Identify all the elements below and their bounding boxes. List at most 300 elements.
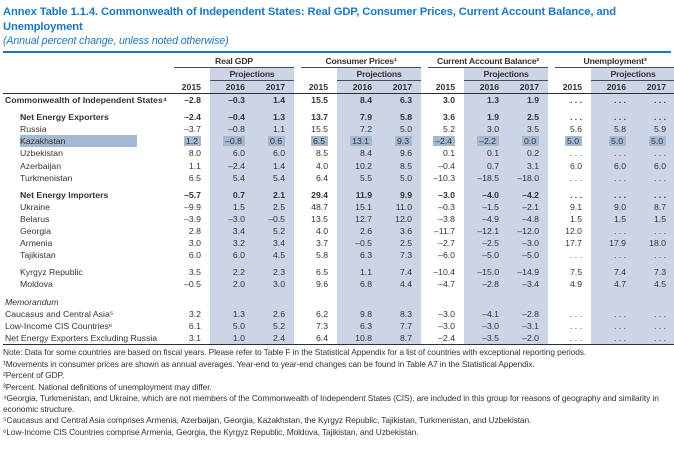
value-cell: –11.7	[433, 226, 456, 237]
footnotes	[3, 344, 674, 438]
value-cell	[555, 135, 591, 147]
value-cell: 5.8	[315, 250, 329, 261]
year-header-row	[3, 81, 674, 94]
value-cell: 1.9	[464, 111, 508, 123]
value-cell: 2.3	[254, 266, 294, 278]
year-header: 2017	[254, 81, 294, 94]
value-cell: 18.0	[635, 237, 674, 249]
value-cell: –0.3	[210, 94, 254, 107]
value-cell: 8.4	[337, 94, 381, 107]
value-cell: –5.0	[464, 249, 508, 261]
value-cell: . . .	[591, 172, 635, 184]
highlighted-value: –2.4	[433, 136, 455, 146]
value-cell: 0.2	[508, 147, 548, 159]
value-cell: 5.8	[591, 123, 635, 135]
corner-cell	[3, 67, 174, 80]
value-cell: . . .	[635, 308, 674, 320]
value-cell: 3.5	[188, 267, 201, 278]
value-cell: . . .	[591, 332, 635, 344]
group-spacer	[548, 135, 555, 147]
value-cell	[635, 296, 674, 308]
group-spacer	[548, 81, 555, 94]
value-cell: 0.1	[442, 148, 456, 159]
value-cell: 7.4	[591, 266, 635, 278]
group-spacer	[548, 249, 555, 261]
value-cell	[381, 296, 421, 308]
highlighted-row-label: Kazakhstan	[20, 135, 137, 147]
value-cell: . . .	[635, 332, 674, 344]
value-cell: 12.0	[381, 213, 421, 225]
group-spacer	[294, 123, 301, 135]
value-cell: –0.4	[210, 111, 254, 123]
value-cell: –3.7	[184, 124, 201, 135]
group-spacer	[548, 111, 555, 123]
row-label: Ukraine	[20, 201, 50, 212]
value-cell: –3.8	[438, 213, 456, 224]
value-cell: –10.4	[433, 267, 456, 278]
group-spacer	[294, 55, 301, 68]
value-cell: 1.4	[254, 160, 294, 172]
corner-cell	[3, 55, 174, 68]
value-cell: 3.0	[464, 123, 508, 135]
value-cell: 1.5	[635, 213, 674, 225]
group-spacer	[294, 81, 301, 94]
value-cell: 3.1	[188, 332, 201, 343]
value-cell: 4.5	[254, 249, 294, 261]
value-cell: –4.8	[508, 213, 548, 225]
group-spacer	[294, 172, 301, 184]
value-cell: 6.8	[337, 278, 381, 290]
value-cell: 5.2	[442, 124, 456, 135]
value-cell	[464, 135, 508, 147]
value-cell: 6.4	[315, 332, 329, 343]
value-cell: –3.9	[184, 213, 201, 224]
value-cell: –12.0	[508, 225, 548, 237]
row-label: Moldova	[20, 279, 53, 290]
value-cell: 5.4	[210, 172, 254, 184]
value-cell: 1.5	[569, 213, 583, 224]
year-header: 2016	[591, 81, 635, 94]
value-cell: 1.3	[254, 111, 294, 123]
value-cell: 3.2	[210, 237, 254, 249]
table-row	[3, 135, 674, 147]
value-cell	[254, 296, 294, 308]
value-cell: –0.3	[438, 201, 456, 212]
corner-cell	[3, 81, 174, 94]
value-cell: 3.6	[442, 112, 456, 123]
value-cell: 12.0	[565, 226, 583, 237]
highlighted-value: 13.1	[350, 136, 372, 146]
value-cell: 1.5	[210, 201, 254, 213]
cis-table	[3, 55, 674, 344]
footnote-1: ¹Movements in consumer prices are shown as annual averages. Year-end to year-end changes can be found in Table A7 in the Statistical Appendix.	[3, 358, 535, 369]
group-spacer	[294, 111, 301, 123]
table-row	[3, 213, 674, 225]
table-row	[3, 123, 674, 135]
value-cell: –3.4	[508, 278, 548, 290]
footnote-2: ²Percent of GDP.	[3, 370, 65, 381]
table-row	[3, 147, 674, 159]
value-cell: –18.0	[508, 172, 548, 184]
group-spacer	[294, 296, 301, 308]
value-cell: 1.1	[254, 123, 294, 135]
value-cell: 5.5	[337, 172, 381, 184]
group-spacer	[548, 123, 555, 135]
row-label: Memorandum	[5, 296, 59, 307]
year-header: 2017	[508, 81, 548, 94]
value-cell: –2.7	[438, 238, 456, 249]
group-spacer	[294, 201, 301, 213]
value-cell: 8.7	[381, 332, 421, 344]
group-spacer	[548, 172, 555, 184]
value-cell: 6.0	[210, 147, 254, 159]
group-spacer	[548, 94, 555, 107]
column-group-header: Unemployment³	[555, 55, 674, 68]
group-spacer	[548, 320, 555, 332]
value-cell: . . .	[569, 189, 583, 200]
group-spacer	[421, 172, 428, 184]
year-header: 2015	[174, 81, 210, 94]
value-cell: . . .	[569, 320, 583, 331]
value-cell: 9.6	[315, 279, 329, 290]
table-row	[3, 225, 674, 237]
table-row	[3, 237, 674, 249]
group-spacer	[421, 213, 428, 225]
value-cell: 4.0	[315, 160, 329, 171]
value-cell: 6.0	[635, 160, 674, 172]
value-cell: 7.3	[635, 266, 674, 278]
footnote-6: ⁶Low-Income CIS Countries comprise Armenia, Georgia, the Kyrgyz Republic, Moldova, Tajikistan, and Uzbekistan.	[3, 426, 419, 437]
group-spacer	[548, 189, 555, 201]
value-cell: . . .	[635, 111, 674, 123]
value-cell: 6.5	[188, 172, 201, 183]
value-cell: –3.0	[438, 308, 456, 319]
value-cell	[428, 135, 464, 147]
row-label: Kyrgyz Republic	[20, 267, 83, 278]
year-header: 2015	[555, 81, 591, 94]
value-cell: 2.0	[210, 278, 254, 290]
value-cell: 1.5	[591, 213, 635, 225]
footnote-note: Note: Data for some countries are based on fiscal years. Please refer to Table F in the Statistical Appendix for a list of countries with exceptional reporting periods.	[3, 347, 587, 358]
value-cell: . . .	[635, 147, 674, 159]
group-spacer	[548, 160, 555, 172]
value-cell: . . .	[569, 308, 583, 319]
value-cell: . . .	[591, 225, 635, 237]
group-spacer	[421, 67, 428, 80]
value-cell: –2.8	[508, 308, 548, 320]
row-label: Turkmenistan	[20, 172, 73, 183]
value-cell: –2.0	[508, 332, 548, 344]
value-cell: 9.6	[381, 147, 421, 159]
value-cell: 15.5	[311, 95, 329, 106]
value-cell: 1.4	[254, 94, 294, 107]
value-cell: 0.1	[464, 147, 508, 159]
group-spacer	[421, 201, 428, 213]
value-cell: 5.0	[381, 172, 421, 184]
value-cell: 8.4	[337, 147, 381, 159]
value-cell: 5.0	[381, 123, 421, 135]
value-cell: 9.9	[381, 189, 421, 201]
value-cell: 2.6	[254, 308, 294, 320]
value-cell: –2.8	[184, 95, 201, 106]
group-spacer	[294, 189, 301, 201]
value-cell: –2.5	[464, 237, 508, 249]
value-cell: 2.2	[210, 266, 254, 278]
value-cell: 3.2	[188, 308, 201, 319]
value-cell	[254, 135, 294, 147]
value-cell: 6.5	[315, 267, 329, 278]
group-spacer	[421, 249, 428, 261]
value-cell: . . .	[591, 94, 635, 107]
value-cell: 9.1	[569, 201, 583, 212]
page-title: Annex Table 1.1.4. Commonwealth of Independent States: Real GDP, Consumer Prices, Current Account Balance, and Unemployment	[3, 6, 616, 33]
value-cell: –2.1	[508, 201, 548, 213]
group-spacer	[421, 81, 428, 94]
value-cell: 6.0	[188, 250, 201, 261]
value-cell: –0.5	[184, 279, 201, 290]
value-cell: –10.3	[433, 172, 456, 183]
group-spacer	[421, 296, 428, 308]
value-cell: 17.9	[591, 237, 635, 249]
value-cell: 3.0	[254, 278, 294, 290]
table-row	[3, 296, 674, 308]
value-cell: –2.4	[438, 332, 456, 343]
value-cell: 5.2	[254, 320, 294, 332]
value-cell: 10.2	[337, 160, 381, 172]
highlighted-value: –2.2	[477, 136, 499, 146]
value-cell: 2.8	[188, 226, 201, 237]
table-row	[3, 189, 674, 201]
year-header: 2016	[337, 81, 381, 94]
group-spacer	[548, 201, 555, 213]
value-cell: . . .	[591, 111, 635, 123]
value-cell: 8.5	[381, 160, 421, 172]
value-cell: 2.5	[508, 111, 548, 123]
group-spacer	[421, 332, 428, 344]
value-cell: 15.5	[311, 124, 329, 135]
table-row	[3, 308, 674, 320]
group-spacer	[548, 308, 555, 320]
value-cell: 48.7	[311, 201, 329, 212]
row-label: Tajikistan	[20, 250, 56, 261]
value-cell: 2.4	[254, 332, 294, 344]
highlighted-value: 6.5	[311, 136, 328, 146]
value-cell: 7.5	[569, 267, 583, 278]
year-header: 2015	[428, 81, 464, 94]
value-cell: –3.0	[438, 320, 456, 331]
value-cell: 0.7	[210, 189, 254, 201]
value-cell: 4.9	[569, 279, 583, 290]
table-row	[3, 249, 674, 261]
year-header: 2016	[464, 81, 508, 94]
value-cell: 6.3	[337, 249, 381, 261]
value-cell: –2.8	[464, 278, 508, 290]
group-spacer	[421, 320, 428, 332]
value-cell: –12.1	[464, 225, 508, 237]
value-cell: 4.4	[381, 278, 421, 290]
value-cell: 7.7	[381, 320, 421, 332]
group-spacer	[548, 147, 555, 159]
value-cell: –3.5	[464, 332, 508, 344]
group-spacer	[294, 266, 301, 278]
group-header-row	[3, 55, 674, 68]
value-cell: 6.0	[210, 249, 254, 261]
group-spacer	[548, 266, 555, 278]
value-cell: 7.9	[337, 111, 381, 123]
row-label: Caucasus and Central Asia⁵	[5, 308, 114, 319]
value-cell: 5.4	[254, 172, 294, 184]
value-cell: . . .	[569, 250, 583, 261]
value-cell: . . .	[569, 332, 583, 343]
value-cell: –0.5	[337, 237, 381, 249]
value-cell: 7.4	[381, 266, 421, 278]
value-cell	[174, 296, 210, 308]
value-cell: –18.5	[464, 172, 508, 184]
value-cell: 4.0	[315, 226, 329, 237]
group-spacer	[548, 278, 555, 290]
value-cell: 5.2	[254, 225, 294, 237]
value-cell	[337, 296, 381, 308]
row-label	[3, 135, 174, 147]
table-row	[3, 266, 674, 278]
value-cell: 5.9	[635, 123, 674, 135]
value-cell	[508, 296, 548, 308]
value-cell: 6.0	[591, 160, 635, 172]
value-cell: . . .	[569, 112, 583, 123]
group-spacer	[548, 67, 555, 80]
value-cell: –4.0	[464, 189, 508, 201]
value-cell: 13.7	[311, 112, 329, 123]
value-cell: 8.3	[381, 308, 421, 320]
value-cell: –14.9	[508, 266, 548, 278]
value-cell: 7.3	[315, 320, 329, 331]
value-cell: 4.5	[635, 278, 674, 290]
group-spacer	[548, 225, 555, 237]
group-spacer	[421, 135, 428, 147]
value-cell: 17.7	[565, 238, 583, 249]
row-label: Russia	[20, 124, 47, 135]
year-header: 2017	[635, 81, 674, 94]
value-cell: –5.7	[184, 189, 201, 200]
value-cell: . . .	[635, 189, 674, 201]
column-group-header: Current Account Balance²	[428, 55, 548, 68]
row-label: Belarus	[20, 213, 50, 224]
value-cell	[210, 296, 254, 308]
value-cell: . . .	[635, 320, 674, 332]
highlighted-value: 5.0	[609, 136, 626, 146]
value-cell: –9.9	[184, 201, 201, 212]
value-cell: 3.0	[188, 238, 201, 249]
value-cell: 4.7	[591, 278, 635, 290]
value-cell: 3.4	[210, 225, 254, 237]
value-cell: 3.0	[442, 95, 456, 106]
value-cell: 6.1	[188, 320, 201, 331]
row-label: Net Energy Importers	[20, 189, 109, 200]
value-cell: –15.0	[464, 266, 508, 278]
value-cell	[591, 135, 635, 147]
highlighted-value: 5.0	[649, 136, 666, 146]
row-label: Uzbekistan	[20, 148, 63, 159]
table-row	[3, 172, 674, 184]
group-spacer	[294, 278, 301, 290]
year-first-blank	[301, 67, 337, 80]
group-spacer	[421, 94, 428, 107]
projections-header-row	[3, 67, 674, 80]
table-row	[3, 111, 674, 123]
row-label: Armenia	[20, 238, 53, 249]
value-cell: 7.3	[381, 249, 421, 261]
value-cell: 6.3	[337, 320, 381, 332]
group-spacer	[294, 147, 301, 159]
table-row	[3, 160, 674, 172]
value-cell: . . .	[569, 172, 583, 183]
value-cell: . . .	[569, 95, 583, 106]
value-cell: 2.6	[337, 225, 381, 237]
value-cell: 15.1	[337, 201, 381, 213]
value-cell: –6.0	[438, 250, 456, 261]
value-cell: 12.7	[337, 213, 381, 225]
value-cell: . . .	[591, 147, 635, 159]
group-spacer	[294, 225, 301, 237]
value-cell	[555, 296, 591, 308]
value-cell: –4.2	[508, 189, 548, 201]
group-spacer	[421, 147, 428, 159]
row-label: Net Energy Exporters Excluding Russia	[5, 332, 158, 343]
value-cell: 0.7	[464, 160, 508, 172]
row-label: Azerbaijan	[20, 160, 62, 171]
value-cell: –3.0	[508, 237, 548, 249]
group-spacer	[421, 237, 428, 249]
value-cell: 6.3	[381, 94, 421, 107]
value-cell: 8.0	[188, 148, 201, 159]
column-group-header: Consumer Prices¹	[301, 55, 421, 68]
group-spacer	[421, 225, 428, 237]
value-cell: –3.0	[210, 213, 254, 225]
value-cell: 6.2	[315, 308, 329, 319]
year-first-blank	[174, 67, 210, 80]
projections-header: Projections	[464, 67, 548, 80]
value-cell: 2.5	[254, 201, 294, 213]
group-spacer	[294, 237, 301, 249]
highlighted-value: 1.2	[184, 136, 201, 146]
value-cell: . . .	[591, 189, 635, 201]
value-cell	[464, 296, 508, 308]
value-cell: 6.0	[254, 147, 294, 159]
value-cell	[210, 135, 254, 147]
year-header: 2015	[301, 81, 337, 94]
group-spacer	[421, 160, 428, 172]
value-cell	[508, 135, 548, 147]
value-cell: –0.4	[438, 160, 456, 171]
table-row	[3, 278, 674, 290]
value-cell: 11.9	[337, 189, 381, 201]
value-cell: –5.0	[508, 249, 548, 261]
group-spacer	[294, 135, 301, 147]
group-spacer	[294, 67, 301, 80]
value-cell: 29.4	[311, 189, 329, 200]
value-cell: 1.3	[464, 94, 508, 107]
highlighted-value: 0.0	[522, 136, 539, 146]
value-cell	[174, 135, 210, 147]
highlighted-value: –0.8	[223, 136, 245, 146]
value-cell: 13.5	[311, 213, 329, 224]
value-cell: . . .	[591, 320, 635, 332]
footnote-4: ⁴Georgia, Turkmenistan, and Ukraine, which are not members of the Commonwealth of Independent States (CIS), are included in this group for reasons of geography and similarity in economic structure.	[3, 393, 659, 414]
value-cell: 1.9	[508, 94, 548, 107]
value-cell: 9.8	[337, 308, 381, 320]
footnote-5: ⁵Caucasus and Central Asia comprises Armenia, Azerbaijan, Georgia, Kazakhstan, the Kyrgyz Republic, Tajikistan, Turkmenistan, and Uzbekistan.	[3, 415, 532, 426]
value-cell: 6.0	[569, 160, 583, 171]
